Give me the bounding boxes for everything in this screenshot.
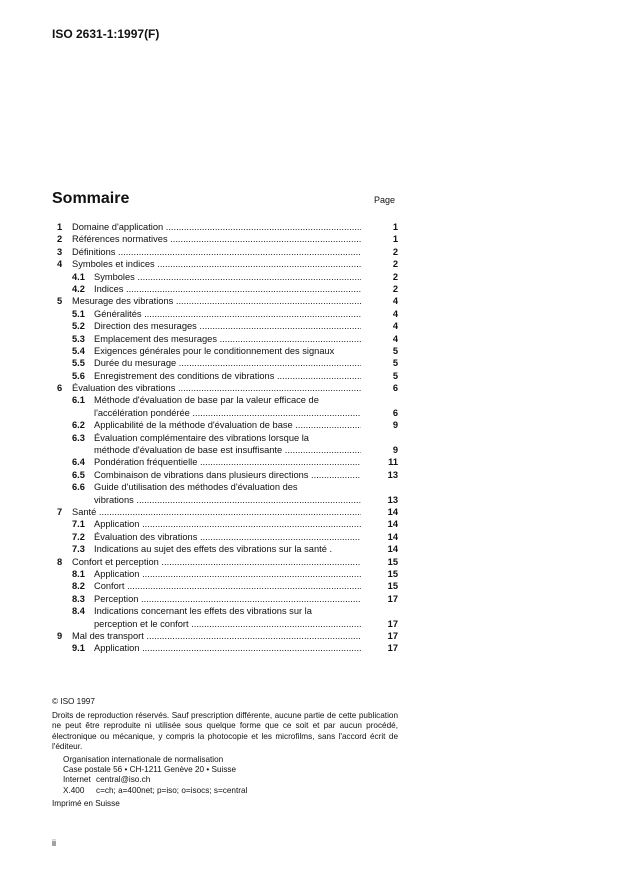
toc-entry-label: Enregistrement des conditions de vibrations ..... <box>94 370 361 382</box>
copyright-line: © ISO 1997 <box>52 697 95 706</box>
toc-entry-label: Combinaison de vibrations dans plusieurs directions ..... <box>94 469 361 481</box>
toc-entry-page: 17 <box>387 618 398 629</box>
toc-entry-label: Durée du mesurage ..... <box>94 357 361 369</box>
toc-entry-label: Pondération fréquentielle ..... <box>94 456 361 468</box>
toc-entry <box>52 593 398 605</box>
toc-entry-page: 9 <box>392 445 398 456</box>
toc-entry <box>52 506 398 518</box>
toc-entry <box>52 543 398 555</box>
toc-entry-page: 14 <box>387 506 398 517</box>
toc-entry <box>52 630 398 642</box>
toc-entry <box>52 345 398 357</box>
internet-address: central@iso.ch <box>96 775 151 785</box>
toc-entry-number: 6.1 <box>72 395 85 406</box>
toc-entry <box>52 469 398 481</box>
toc-entry-number: 2 <box>57 234 63 245</box>
toc-entry-page: 4 <box>392 308 398 319</box>
toc-entry <box>52 568 398 580</box>
toc-entry-label: Confort et perception ..... <box>72 556 361 568</box>
toc-entry-label: Symboles ..... <box>94 271 361 283</box>
toc-entry-page: 15 <box>387 568 398 579</box>
internet-contact <box>63 775 398 785</box>
toc-entry-label: méthode d'évaluation de base est insuffisante ..... <box>94 444 361 456</box>
toc-entry-label: Domaine d'application ..... <box>72 221 361 233</box>
toc-entry-continuation <box>52 407 398 419</box>
toc-entry-page: 14 <box>387 531 398 542</box>
toc-entry-page: 6 <box>392 407 398 418</box>
toc-entry <box>52 233 398 245</box>
copyright-notice: Droits de reproduction réservés. Sauf prescription différente, aucune partie de cette publication ne peut être reproduite ni utilisée sous quelque forme que ce soit et par aucun procédé, électronique ou mécanique, y compris la photocopie et les microfilms, sans l'accord écrit de l'éditeur. <box>52 711 398 751</box>
organisation-name: Organisation internationale de normalisation <box>63 755 224 765</box>
toc-entry <box>52 642 398 654</box>
toc-entry-number: 7.3 <box>72 544 85 555</box>
toc-entry-page: 6 <box>392 383 398 394</box>
toc-entry-number: 5.3 <box>72 333 85 344</box>
toc-entry-page: 9 <box>392 420 398 431</box>
toc-entry <box>52 481 398 493</box>
toc-entry <box>52 246 398 258</box>
toc-entry <box>52 456 398 468</box>
toc-entry <box>52 518 398 530</box>
toc-entry <box>52 357 398 369</box>
toc-entry-page: 1 <box>392 234 398 245</box>
toc-entry-page: 2 <box>392 283 398 294</box>
toc-entry <box>52 605 398 617</box>
toc-entry <box>52 370 398 382</box>
toc-entry-page: 17 <box>387 643 398 654</box>
toc-entry-label: Applicabilité de la méthode d'évaluation de base ..... <box>94 419 361 431</box>
toc-entry <box>52 419 398 431</box>
toc-entry-number: 8.2 <box>72 581 85 592</box>
toc-entry-number: 8.4 <box>72 606 85 617</box>
x400-contact <box>63 786 398 796</box>
toc-entry <box>52 333 398 345</box>
toc-entry-page: 2 <box>392 259 398 270</box>
toc-entry-number: 7 <box>57 506 63 517</box>
toc-entry-number: 9 <box>57 630 63 641</box>
x400-label: X.400 <box>63 785 85 795</box>
toc-entry-page: 4 <box>392 296 398 307</box>
toc-entry-label: Emplacement des mesurages ..... <box>94 333 361 345</box>
toc-entry-label: l'accélération pondérée ..... <box>94 407 361 419</box>
toc-entry-label: Symboles et indices ..... <box>72 258 361 270</box>
toc-entry-number: 7.1 <box>72 519 85 530</box>
toc-title: Sommaire <box>52 190 130 207</box>
toc-entry <box>52 382 398 394</box>
toc-entry-label: Perception ..... <box>94 593 361 605</box>
toc-entry-number: 6.3 <box>72 432 85 443</box>
toc-entry-label: Indications au sujet des effets des vibrations sur la santé . <box>94 544 333 555</box>
postal-address: Case postale 56 • CH-1211 Genève 20 • Suisse <box>63 765 237 775</box>
toc-entry-page: 5 <box>392 358 398 369</box>
toc-entry <box>52 320 398 332</box>
toc-entry-label: Mal des transport ..... <box>72 630 361 642</box>
toc-entry-number: 3 <box>57 246 63 257</box>
toc-entry-label: Indications concernant les effets des vibrations sur la <box>94 606 312 617</box>
toc-entry-page: 13 <box>387 469 398 480</box>
toc-entry-page: 15 <box>387 556 398 567</box>
toc-entry-label: Indices ..... <box>94 283 361 295</box>
document-reference: ISO 2631-1:1997(F) <box>52 27 160 41</box>
toc-entry-number: 5.6 <box>72 370 85 381</box>
toc-entry-label: Santé ..... <box>72 506 361 518</box>
toc-entry-number: 5.1 <box>72 308 85 319</box>
toc-entry-label: Définitions ..... <box>72 246 361 258</box>
toc-entry-page: 5 <box>392 345 398 356</box>
toc-entry-page: 2 <box>392 246 398 257</box>
toc-entry-number: 5.2 <box>72 321 85 332</box>
toc-entry-number: 5.4 <box>72 345 85 356</box>
toc-entry-number: 6 <box>57 383 63 394</box>
toc-entry-number: 5.5 <box>72 358 85 369</box>
toc-entry-label: Confort ..... <box>94 580 361 592</box>
toc-entry-continuation <box>52 618 398 630</box>
toc-entry-label: perception et le confort ..... <box>94 618 361 630</box>
printed-in: Imprimé en Suisse <box>52 798 120 808</box>
toc-page-column-header: Page <box>374 195 396 205</box>
toc-entry-number: 8.1 <box>72 568 85 579</box>
toc-entry-page: 1 <box>392 222 398 232</box>
toc-entry-number: 4.2 <box>72 283 85 294</box>
toc-entry-label: Mesurage des vibrations ..... <box>72 295 361 307</box>
toc-entry <box>52 531 398 543</box>
toc-entry-page: 4 <box>392 333 398 344</box>
toc-entry-label: Références normatives ..... <box>72 233 361 245</box>
toc-entry-number: 4 <box>57 259 63 270</box>
publisher-address <box>52 755 398 796</box>
toc-entry-page: 2 <box>392 271 398 282</box>
toc-entry-number: 6.6 <box>72 482 85 493</box>
toc-entry-label: Évaluation complémentaire des vibrations lorsque la <box>94 432 309 443</box>
toc-entry-number: 8.3 <box>72 593 85 604</box>
toc-entry-label: vibrations ..... <box>94 494 361 506</box>
toc-entry <box>52 556 398 568</box>
toc-entry-label: Application ..... <box>94 642 361 654</box>
toc-entry-label: Application ..... <box>94 518 361 530</box>
toc-entry-label: Méthode d'évaluation de base par la valeur efficace de <box>94 395 319 406</box>
toc-entry <box>52 271 398 283</box>
toc-entry-number: 1 <box>57 222 63 232</box>
toc-entry-page: 13 <box>387 494 398 505</box>
toc-entry-page: 17 <box>387 593 398 604</box>
toc-entry-label: Évaluation des vibrations ..... <box>94 531 361 543</box>
internet-label: Internet <box>63 775 91 785</box>
toc-entry-label: Généralités ..... <box>94 308 361 320</box>
toc-entry <box>52 258 398 270</box>
toc-entry-number: 6.5 <box>72 469 85 480</box>
toc-entry-page: 11 <box>388 457 398 468</box>
toc-entry-number: 6.2 <box>72 420 85 431</box>
toc-entry-label: Guide d'utilisation des méthodes d'évaluation des <box>94 482 298 493</box>
toc-entry <box>52 580 398 592</box>
toc-entry-label: Application ..... <box>94 568 361 580</box>
toc-entry <box>52 308 398 320</box>
toc-entry <box>52 432 398 444</box>
toc-entry <box>52 295 398 307</box>
x400-address: c=ch; a=400net; p=iso; o=isocs; s=central <box>96 785 248 795</box>
toc-entry-number: 6.4 <box>72 457 85 468</box>
toc-entry-page: 14 <box>387 544 398 555</box>
copyright-block <box>52 697 398 809</box>
toc-entry-number: 7.2 <box>72 531 85 542</box>
toc-entry-number: 8 <box>57 556 63 567</box>
toc-entry-label: Direction des mesurages ..... <box>94 320 361 332</box>
toc-entry-page: 15 <box>387 581 398 592</box>
toc-entry-label: Évaluation des vibrations ..... <box>72 382 361 394</box>
toc-entry <box>52 283 398 295</box>
toc-entry-page: 4 <box>392 321 398 332</box>
toc-entry-page: 17 <box>387 630 398 641</box>
toc-entry-continuation <box>52 494 398 506</box>
toc-entry-number: 4.1 <box>72 271 85 282</box>
toc-entry-continuation <box>52 444 398 456</box>
toc-entry-number: 9.1 <box>72 643 85 654</box>
toc-entry-number: 5 <box>57 296 63 307</box>
table-of-contents <box>52 221 398 655</box>
toc-entry <box>52 394 398 406</box>
toc-entry-page: 5 <box>392 370 398 381</box>
toc-entry <box>52 221 398 233</box>
toc-entry-label: Exigences générales pour le conditionnement des signaux <box>94 345 335 356</box>
toc-entry-page: 14 <box>387 519 398 530</box>
page-folio: ii <box>52 838 56 848</box>
